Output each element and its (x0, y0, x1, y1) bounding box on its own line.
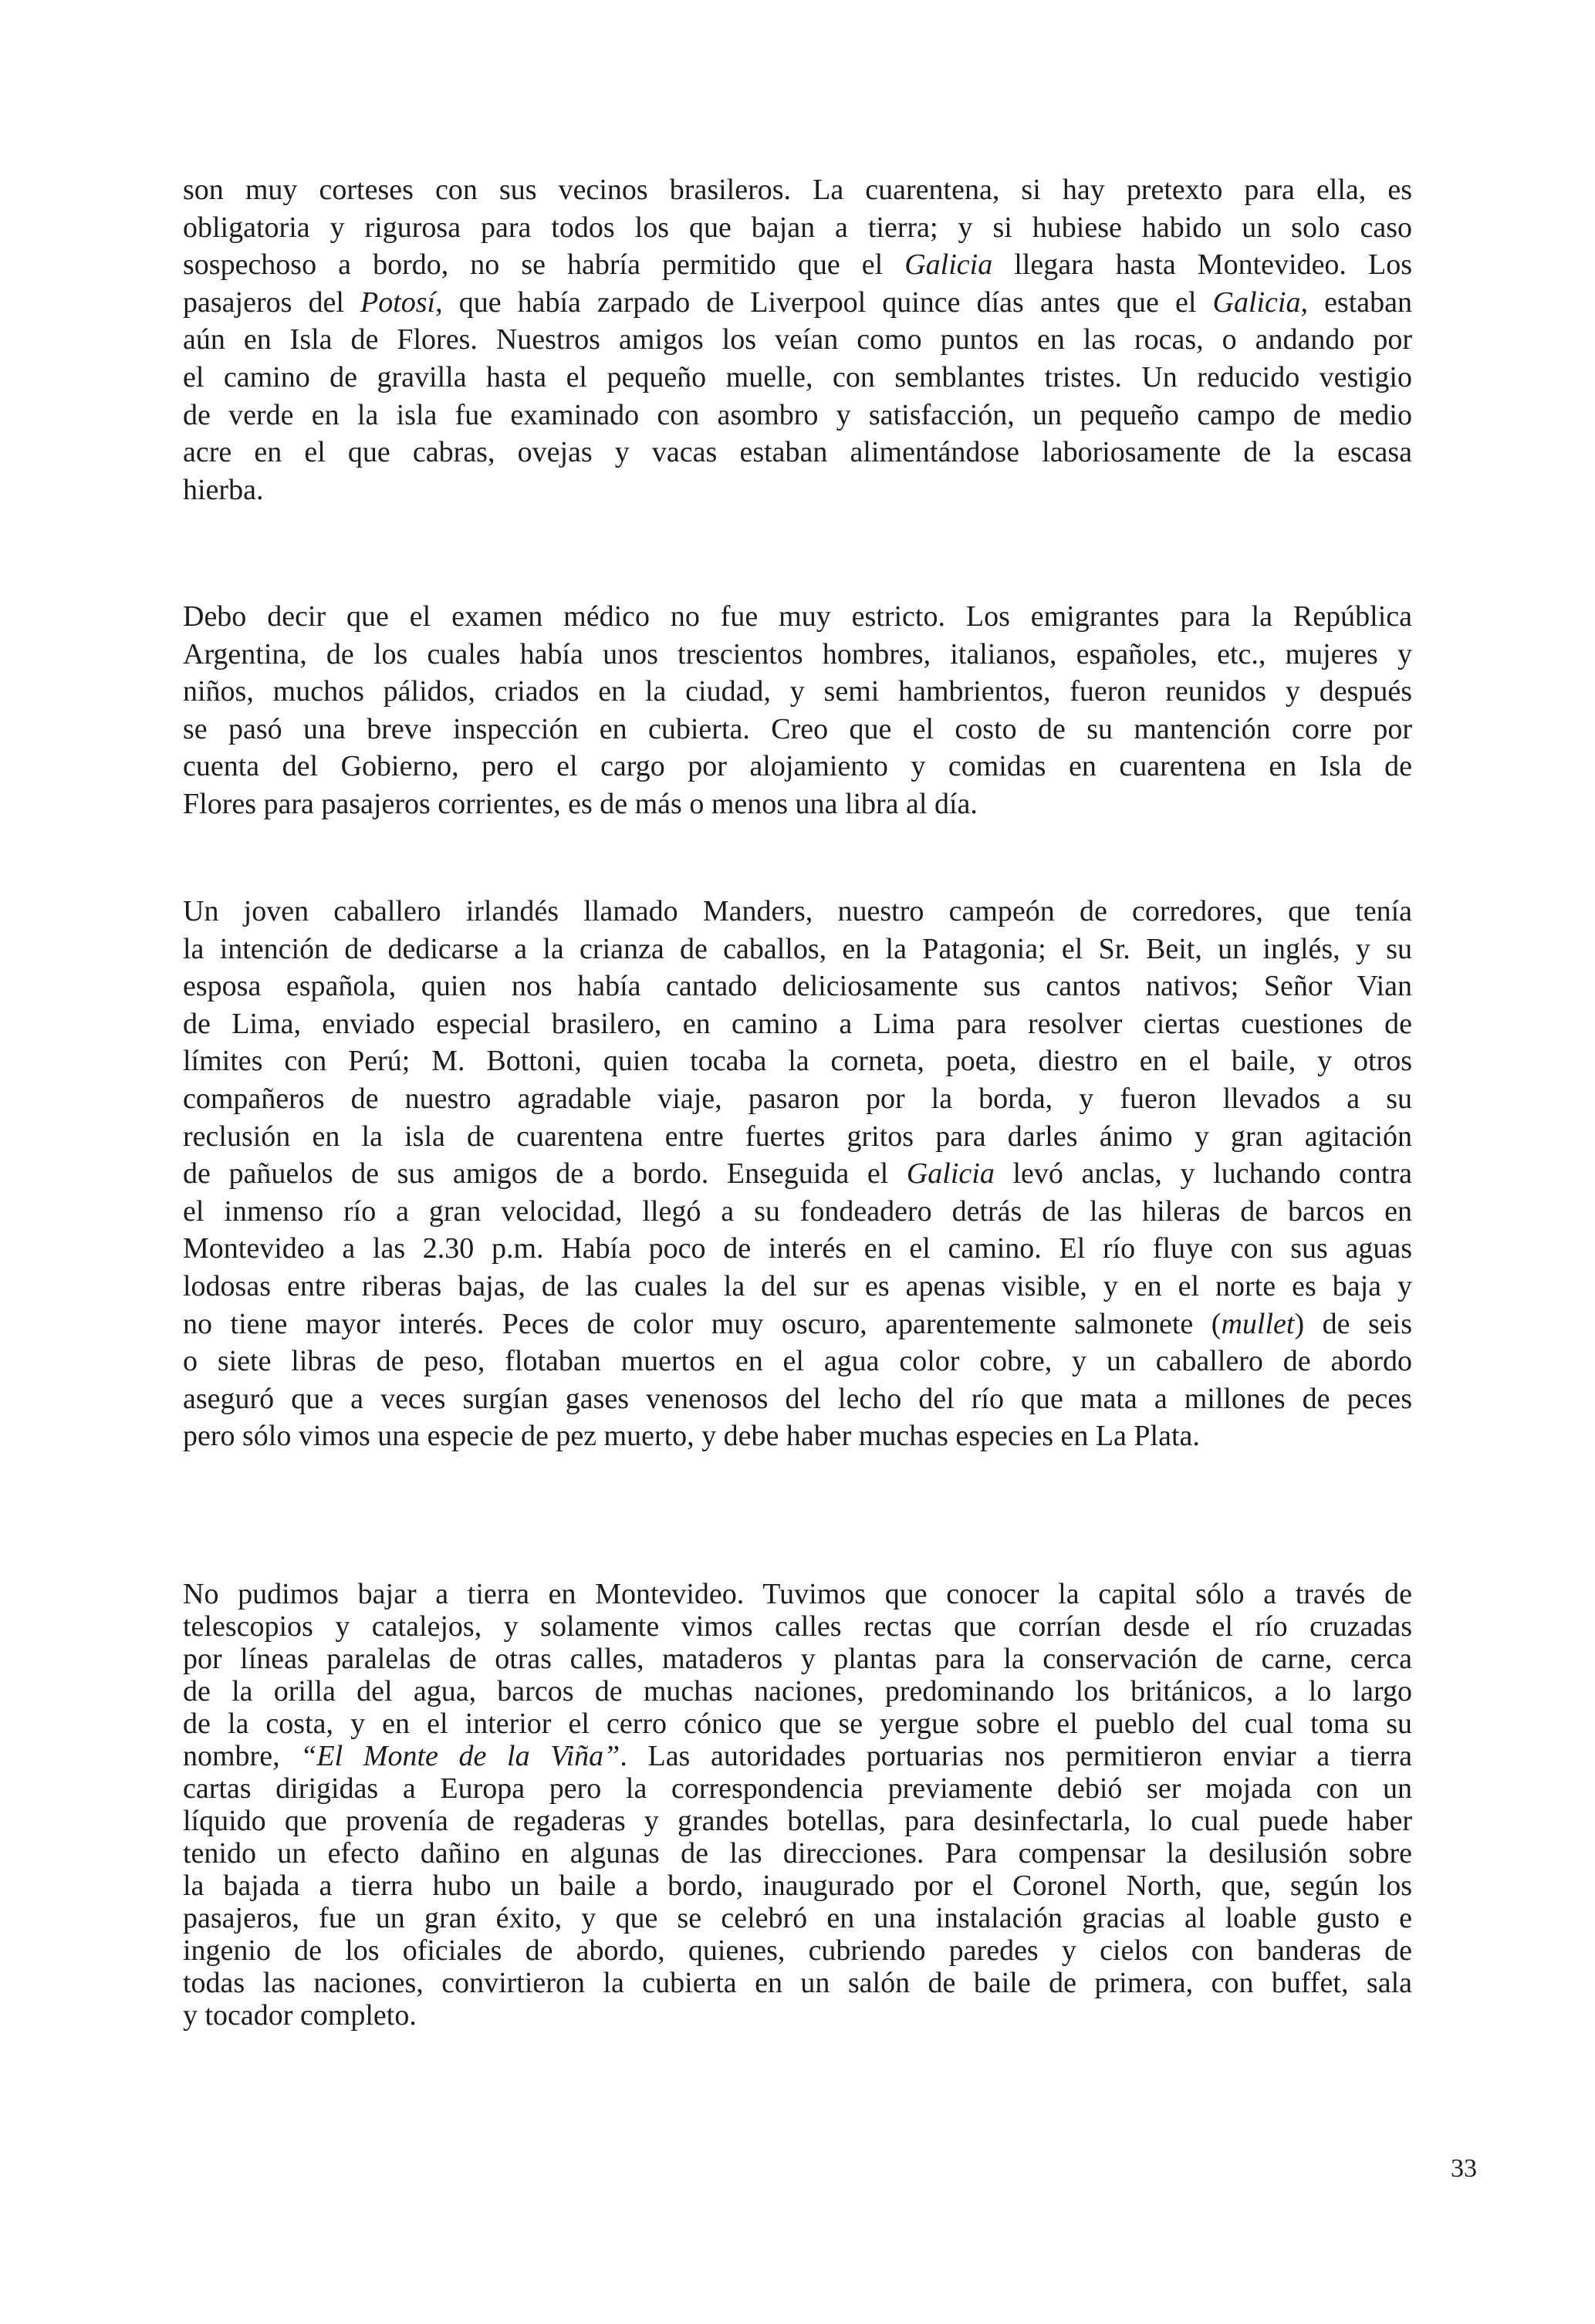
text-line (183, 359, 1412, 397)
text-line (183, 968, 1412, 1005)
italic-text: mullet (1221, 1307, 1295, 1340)
text-line (183, 1118, 1412, 1156)
text-run: ) de seis (1294, 1307, 1412, 1340)
text-run: llegara hasta Montevideo. Los (992, 248, 1412, 282)
text-run: pasajeros, fue un gran éxito, y que se celebró en una instalación gracias al loable gusto e (183, 1902, 1412, 1934)
text-run: lodosas entre riberas bajas, de las cuales la del sur es apenas visible, y en el norte es baja y (183, 1269, 1412, 1302)
text-line (183, 1870, 1412, 1902)
text-line (183, 1902, 1412, 1934)
text-run: . Las autoridades portuarias nos permitieron enviar a tierra (620, 1740, 1413, 1772)
text-line (183, 1193, 1412, 1231)
italic-text: Potosí (360, 285, 436, 319)
text-run: de pañuelos de sus amigos de a bordo. Enseguida el (183, 1157, 907, 1191)
text-line (183, 321, 1412, 359)
text-run: , que había zarpado de Liverpool quince días antes que el (435, 285, 1213, 319)
text-run: telescopios y catalejos, y solamente vimos calles rectas que corrían desde el río cruzadas (183, 1610, 1412, 1643)
italic-text: Galicia (906, 1157, 995, 1191)
text-run: No pudimos bajar a tierra en Montevideo. Tuvimos que conocer la capital sólo a través de (183, 1578, 1412, 1610)
italic-text: Galicia (904, 248, 993, 282)
text-run: Un joven caballero irlandés llamado Manders, nuestro campeón de corredores, que tenía (183, 895, 1412, 927)
text-line (183, 434, 1412, 471)
text-run: obligatoria y rigurosa para todos los que bajan a tierra; y si hubiese habido un solo caso (183, 211, 1412, 244)
text-run: o siete libras de peso, flotaban muertos en el agua color cobre, y un caballero de abordo (183, 1345, 1412, 1378)
text-line (183, 397, 1412, 434)
text-run: son muy corteses con sus vecinos brasileros. La cuarentena, si hay pretexto para ella, es (183, 174, 1412, 206)
text-line (183, 284, 1412, 322)
text-run: pero sólo vimos una especie de pez muerto, y debe haber muchas especies en La Plata. (183, 1420, 1200, 1453)
text-line (183, 1772, 1412, 1805)
text-line (183, 1380, 1412, 1418)
text-run: acre en el que cabras, ovejas y vacas estaban alimentándose laboriosamente de la escasa (183, 436, 1412, 469)
text-run: cartas dirigidas a Europa pero la correspondencia previamente debió ser mojada con un (183, 1772, 1412, 1805)
text-line (183, 171, 1412, 209)
text-line (183, 673, 1412, 711)
text-run: la bajada a tierra hubo un baile a bordo, inaugurado por el Coronel North, que, según los (183, 1870, 1412, 1902)
text-line (183, 1610, 1412, 1643)
text-run: Flores para pasajeros corrientes, es de más o menos una libra al día. (183, 787, 978, 820)
text-run: de la orilla del agua, barcos de muchas naciones, predominando los británicos, a lo largo (183, 1675, 1412, 1708)
text-run: todas las naciones, convirtieron la cubierta en un salón de baile de primera, con buffet, sala (183, 1967, 1412, 1999)
italic-text: “El Monte de la Viña” (300, 1740, 620, 1772)
text-run: el camino de gravilla hasta el pequeño muelle, con semblantes tristes. Un reducido vestigio (183, 360, 1412, 394)
text-line (183, 1837, 1412, 1870)
text-run: Debo decir que el examen médico no fue muy estricto. Los emigrantes para la República (183, 600, 1412, 633)
italic-text: Galicia (1212, 285, 1301, 319)
paragraph-montevideo (183, 1578, 1412, 2032)
text-run: se pasó una breve inspección en cubierta. Creo que el costo de su mantención corre por (183, 712, 1412, 745)
text-line (183, 1708, 1412, 1740)
text-line (183, 1417, 1412, 1455)
text-run: cuenta del Gobierno, pero el cargo por alojamiento y comidas en cuarentena en Isla de (183, 750, 1412, 783)
text-line (183, 1740, 1412, 1772)
text-line (183, 209, 1412, 247)
text-run: hierba. (183, 473, 264, 506)
text-line (183, 1578, 1412, 1610)
text-line (183, 1805, 1412, 1837)
text-line (183, 893, 1412, 931)
text-run: no tiene mayor interés. Peces de color muy oscuro, aparentemente salmonete ( (183, 1307, 1222, 1340)
text-line (183, 1155, 1412, 1193)
text-run: nombre, (183, 1740, 301, 1772)
text-run: esposa española, quien nos había cantado deliciosamente sus cantos nativos; Señor Vian (183, 970, 1412, 1003)
text-run: compañeros de nuestro agradable viaje, pasaron por la borda, y fueron llevados a su (183, 1082, 1412, 1115)
text-line (183, 1675, 1412, 1708)
text-line (183, 1967, 1412, 1999)
text-line (183, 1042, 1412, 1080)
page-number: 33 (1451, 2154, 1477, 2183)
text-run: sospechoso a bordo, no se habría permitido que el (183, 248, 905, 282)
text-line (183, 1080, 1412, 1118)
text-run: ingenio de los oficiales de abordo, quienes, cubriendo paredes y cielos con banderas de (183, 1934, 1412, 1967)
paragraph-quarantine-island (183, 171, 1412, 508)
text-line (183, 1999, 1412, 2032)
text-run: , estaban (1300, 285, 1413, 319)
text-run: aún en Isla de Flores. Nuestros amigos los veían como puntos en las rocas, o andando por (183, 323, 1412, 356)
text-line (183, 471, 1412, 509)
text-run: Montevideo a las 2.30 p.m. Había poco de interés en el camino. El río fluye con sus aguas (183, 1232, 1412, 1265)
text-line (183, 598, 1412, 636)
text-run: por líneas paralelas de otras calles, mataderos y plantas para la conservación de carne, cerca (183, 1643, 1412, 1675)
text-run: de Lima, enviado especial brasilero, en camino a Lima para resolver ciertas cuestiones de (183, 1007, 1412, 1040)
text-line (183, 1230, 1412, 1268)
text-line (183, 931, 1412, 968)
text-run: Argentina, de los cuales había unos trescientos hombres, italianos, españoles, etc., mujeres y (183, 637, 1412, 671)
paragraph-passengers-disembark (183, 893, 1412, 1455)
text-line (183, 711, 1412, 748)
text-run: tenido un efecto dañino en algunas de las direcciones. Para compensar la desilusión sobre (183, 1837, 1412, 1870)
text-line (183, 1343, 1412, 1380)
text-line (183, 748, 1412, 785)
text-line (183, 1643, 1412, 1675)
text-run: pasajeros del (183, 285, 360, 319)
text-line (183, 1934, 1412, 1967)
text-run: líquido que provenía de regaderas y grandes botellas, para desinfectarla, lo cual puede haber (183, 1805, 1412, 1837)
text-run: la intención de dedicarse a la crianza de caballos, en la Patagonia; el Sr. Beit, un inglés, y su (183, 932, 1412, 965)
text-run: de la costa, y en el interior el cerro cónico que se yergue sobre el pueblo del cual toma su (183, 1708, 1412, 1740)
text-line (183, 636, 1412, 674)
text-run: de verde en la isla fue examinado con asombro y satisfacción, un pequeño campo de medio (183, 398, 1412, 431)
text-line (183, 785, 1412, 823)
text-line (183, 1306, 1412, 1343)
text-run: niños, muchos pálidos, criados en la ciudad, y semi hambrientos, fueron reunidos y después (183, 675, 1412, 708)
paragraph-medical-exam (183, 598, 1412, 823)
text-line (183, 246, 1412, 284)
text-run: levó anclas, y luchando contra (994, 1157, 1412, 1191)
text-run: límites con Perú; M. Bottoni, quien tocaba la corneta, poeta, diestro en el baile, y otros (183, 1045, 1412, 1078)
text-run: reclusión en la isla de cuarentena entre fuertes gritos para darles ánimo y gran agitación (183, 1120, 1412, 1153)
text-line (183, 1268, 1412, 1306)
text-run: y tocador completo. (183, 1999, 417, 2032)
text-line (183, 1005, 1412, 1043)
text-run: el inmenso río a gran velocidad, llegó a su fondeadero detrás de las hileras de barcos en (183, 1194, 1412, 1228)
text-run: aseguró que a veces surgían gases venenosos del lecho del río que mata a millones de peces (183, 1382, 1412, 1415)
